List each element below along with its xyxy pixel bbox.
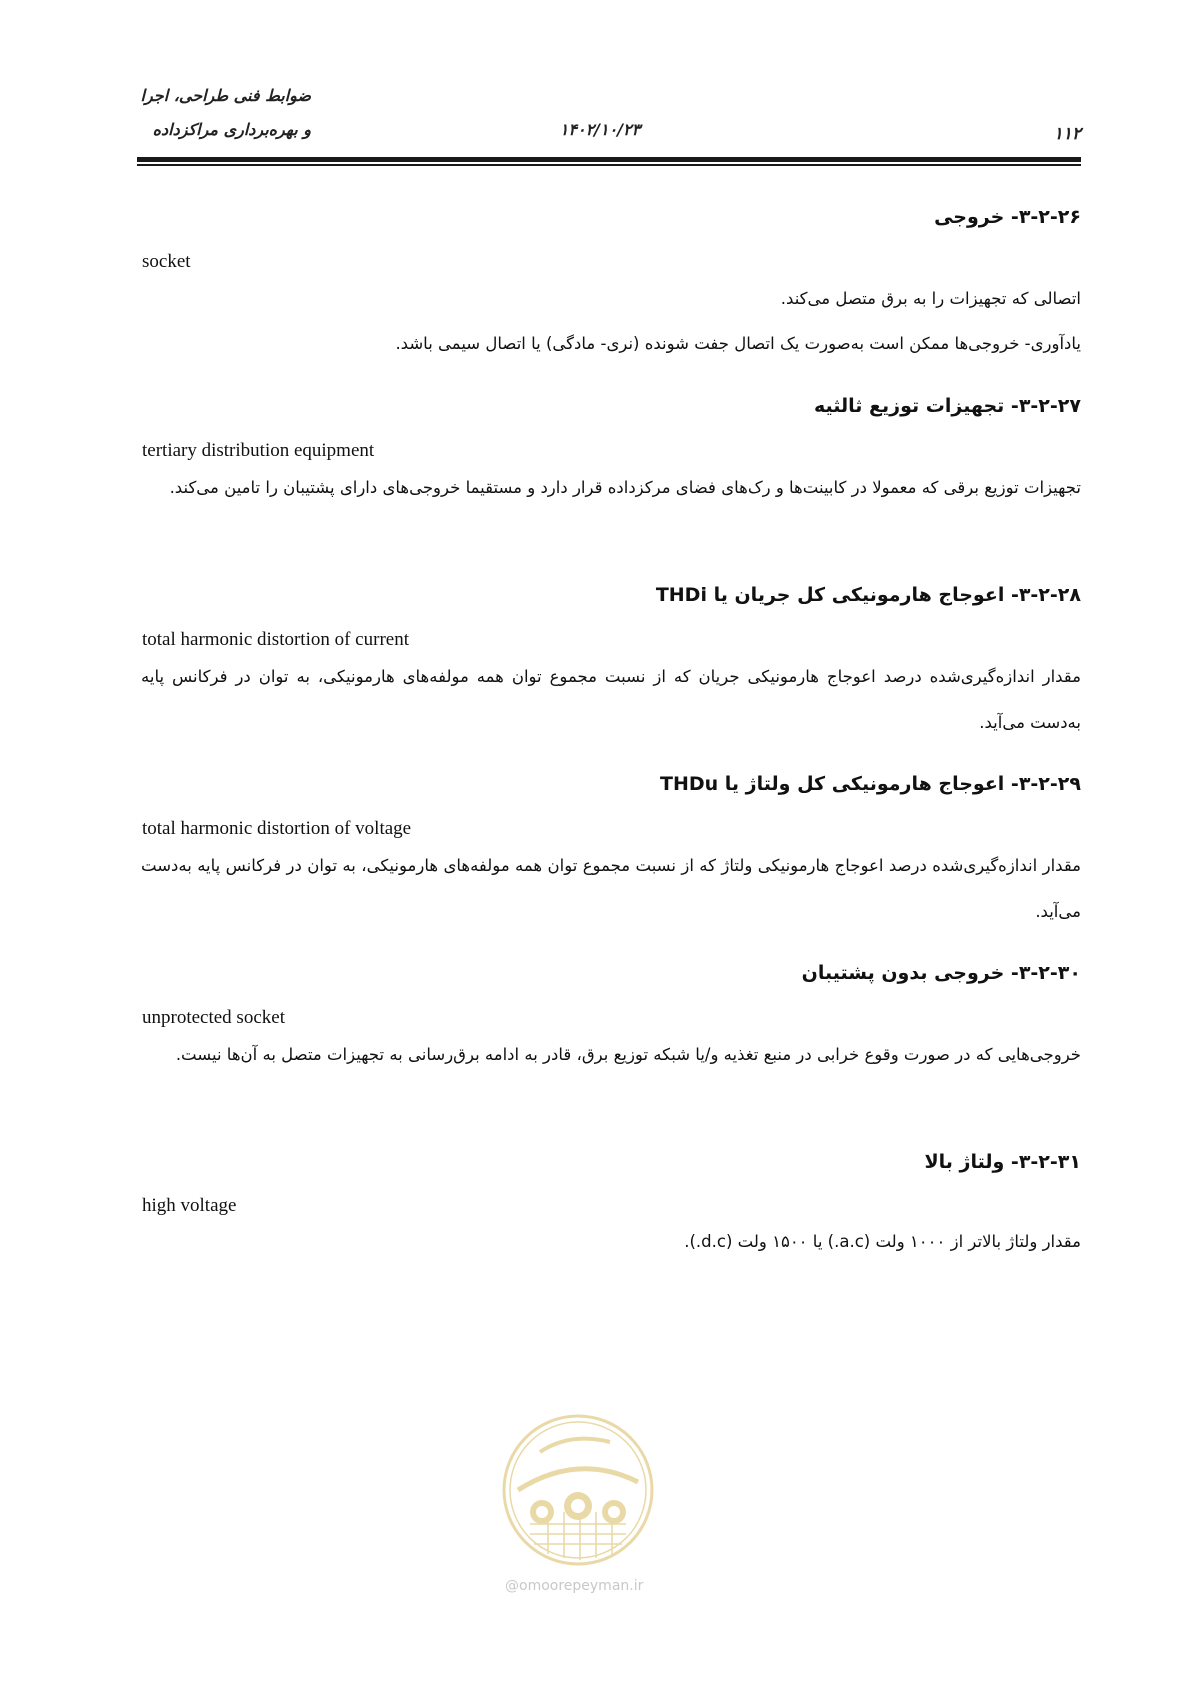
header-title-line2: و بهره‌برداری مراکزداده	[152, 120, 311, 139]
section-heading-26: ۳-۲-۲۶- خروجی	[934, 206, 1081, 228]
section-english-31: high voltage	[142, 1195, 237, 1216]
section-english-26: socket	[142, 251, 191, 272]
header-title-line1: ضوابط فنی طراحی، اجرا	[140, 86, 311, 105]
watermark-logo	[500, 1412, 656, 1568]
header-rule-thick	[137, 157, 1081, 162]
section-paragraph-27-1: تجهیزات توزیع برقی که معمولا در کابینت‌ها و رک‌های فضای مرکزداده قرار دارد و مستقیما خروجی‌های دارای پشتیبان را تامین می‌کند.	[169, 478, 1081, 497]
watermark-url: @omoorepeyman.ir	[505, 1578, 644, 1594]
section-paragraph-26-2: یادآوری- خروجی‌ها ممکن است به‌صورت یک اتصال جفت شونده (نری- مادگی) یا اتصال سیمی باشد.	[395, 334, 1081, 353]
section-heading-30: ۳-۲-۳۰- خروجی بدون پشتیبان	[801, 962, 1081, 984]
section-english-29: total harmonic distortion of voltage	[142, 818, 412, 839]
section-heading-27: ۳-۲-۲۷- تجهیزات توزیع ثالثیه	[814, 395, 1081, 417]
section-paragraph-30-1: خروجی‌هایی که در صورت وقوع خرابی در منبع تغذیه و/یا شبکه توزیع برق، قادر به ادامه برق‌رسانی به تجهیزات متصل به آن‌ها نیست.	[175, 1045, 1081, 1064]
section-heading-31: ۳-۲-۳۱- ولتاژ بالا	[924, 1151, 1081, 1173]
section-english-30: unprotected socket	[142, 1007, 285, 1028]
section-english-28: total harmonic distortion of current	[142, 629, 409, 650]
section-paragraph-29-1: مقدار اندازه‌گیری‌شده درصد اعوجاج هارمونیکی ولتاژ که از نسبت مجموع توان همه مولفه‌های هارمونیکی، به توان در فرکانس پایه به‌دست می‌آید.	[141, 856, 1081, 921]
section-paragraph-31-1: مقدار ولتاژ بالاتر از ۱۰۰۰ ولت (a.c.) یا ۱۵۰۰ ولت (d.c.).	[684, 1232, 1081, 1251]
page-number: ۱۱۲	[1053, 124, 1081, 144]
section-paragraph-28-1: مقدار اندازه‌گیری‌شده درصد اعوجاج هارمونیکی جریان که از نسبت مجموع توان همه مولفه‌های هارمونیکی، به توان در فرکانس پایه به‌دست می‌آید.	[141, 667, 1081, 732]
header-date: ۱۴۰۲/۱۰/۲۳	[559, 120, 641, 139]
header-rule-thin	[137, 164, 1081, 166]
section-heading-29: ۳-۲-۲۹- اعوجاج هارمونیکی کل ولتاژ یا THDu	[660, 773, 1081, 795]
section-heading-28: ۳-۲-۲۸- اعوجاج هارمونیکی کل جریان یا THDi	[655, 584, 1081, 606]
section-english-27: tertiary distribution equipment	[142, 440, 375, 461]
section-paragraph-26-1: اتصالی که تجهیزات را به برق متصل می‌کند.	[780, 289, 1081, 308]
